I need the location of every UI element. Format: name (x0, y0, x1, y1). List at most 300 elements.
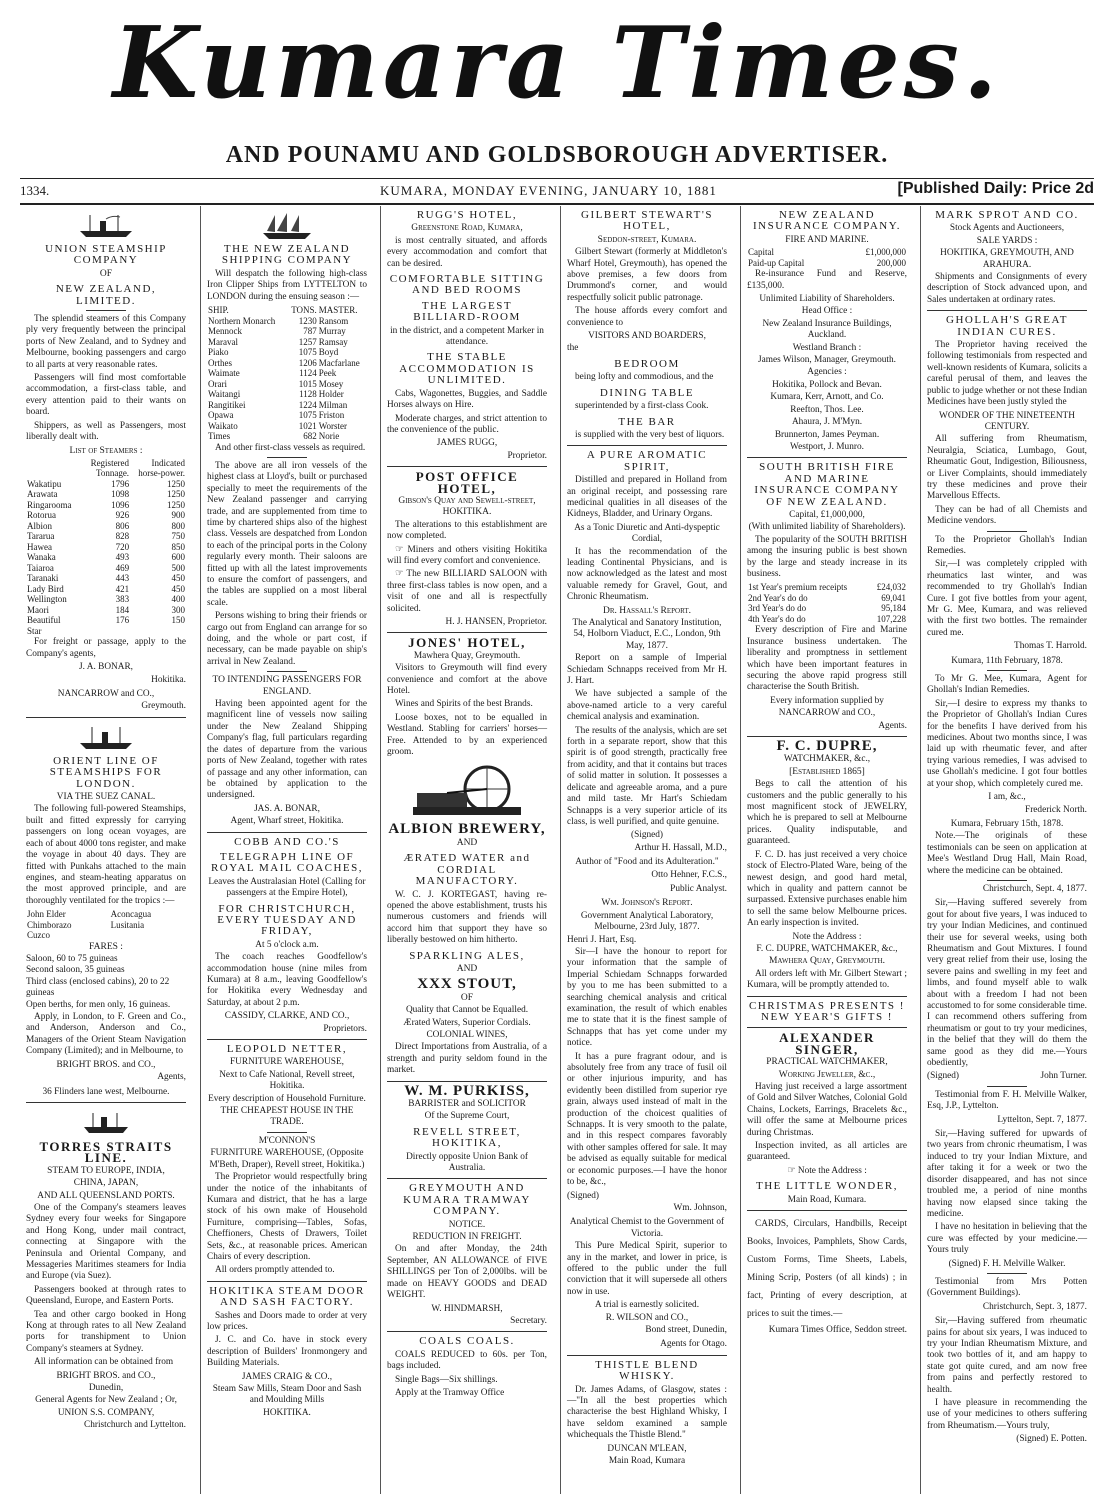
divider (387, 1081, 547, 1082)
dupre-address: F. C. DUPRE, WATCHMAKER, &c., (756, 943, 898, 954)
albion-title: ALBION BREWERY, (388, 821, 546, 838)
singer-subtitle-2: Working Jeweller, &c., (778, 1069, 876, 1080)
divider (987, 1086, 1027, 1087)
ship-row: Rangitikei 1224 Milman (208, 399, 348, 410)
testimonial-3-signed: (Signed) John Turner. (927, 1071, 1087, 1082)
nzi-text-2: Unlimited Liability of Shareholders. (759, 294, 895, 305)
cards-signature: Kumara Times Office, Seddon street. (768, 1325, 907, 1336)
pure-text-2: As a Tonic Diuretic and Anti-dyspeptic Cordial, (574, 522, 720, 545)
testimonial-4-date: Lyttelton, Sept. 7, 1877. (997, 1114, 1087, 1125)
albion-text-1: W. C. J. KORTEGAST, having re-opened the above establishment, trusts his numerous customers and friends will accord him that support they have so liberally bestowed on him hitherto. (387, 889, 547, 946)
column-3 (380, 206, 551, 1494)
column-2 (200, 206, 371, 1494)
gs-subtitle: Seddon-street, Kumara. (597, 234, 697, 245)
usc-agent-1-loc: Hokitika. (151, 674, 186, 685)
jones-text-2: Wines and Spirits of the best Brands. (395, 699, 533, 710)
divider (567, 1355, 727, 1356)
issue-date: KUMARA, MONDAY EVENING, JANUARY 10, 1881 (380, 183, 717, 198)
rugg-signature: JAMES RUGG, (436, 438, 498, 449)
usc-text-3: Shippers, as well as Passengers, most liberally dealt with. (26, 420, 186, 443)
divider (267, 671, 307, 672)
nzi-agency-6: Westport, J. Munro. (790, 441, 864, 452)
steamer-row: Albion 806 800 (27, 520, 185, 531)
testimonial-2-recipient: To Mr G. Mee, Kumara, Agent for Ghollah's Indian Remedies. (927, 674, 1087, 696)
netter-title: LEOPOLD NETTER, (226, 1043, 348, 1056)
divider (747, 736, 907, 737)
torres-subtitle-1: STEAM TO EUROPE, INDIA, (47, 1165, 165, 1176)
nzi-heading-1: FIRE AND MARINE. (785, 234, 869, 245)
nzs-text-4: Persons wishing to bring their friends or cargo out from England can arrange for so doing, and the whole or part cost, if necessary, can be made payable on ship's arrival in New Zealand. (207, 611, 367, 667)
pointing-hand-icon: ☞ (395, 569, 407, 580)
mcconnon-title: M'CONNON'S (258, 1135, 316, 1146)
testimonial-1-text: Sir,—I was completely crippled with rheumatics last winter, and was recommended to try Ghollah's Indian Cure. I got five bottles from your agent, Mr G. Mee, Kumara, and was relieved with the first two bottles. The remainder cured me. (927, 559, 1087, 638)
torres-agent: BRIGHT BROS. and CO., (56, 1370, 156, 1381)
steamer-row: Lady Bird 421 450 (27, 583, 185, 594)
nzi-text-1: Re-insurance Fund and Reserve, £135,000. (747, 269, 907, 291)
po-title: POST OFFICE HOTEL, (415, 469, 519, 496)
masthead-subtitle: AND POUNAMU AND GOLDSBOROUGH ADVERTISER. (225, 142, 889, 168)
cobb-signature-2: Proprietors. (323, 1023, 367, 1034)
hassall-signature: Arthur H. Hassall, M.D., (634, 842, 727, 853)
nzs-signature: JAS. A. BONAR, (254, 803, 320, 814)
cobb-signature: CASSIDY, CLARKE, AND CO., (224, 1011, 350, 1022)
gs-the: the (567, 343, 579, 354)
pointing-hand-icon: ☞ (787, 1165, 798, 1176)
cobb-title: COBB AND CO.'S (234, 835, 340, 848)
nzs-signature-2: Agent, Wharf street, Hokitika. (230, 816, 344, 827)
steamer-row: Hawea 720 850 (27, 541, 185, 552)
pure-title: A PURE AROMATIC SPIRIT, (586, 449, 708, 473)
nzs-text-2: And other first-class vessels as required. (215, 442, 366, 453)
usc-text-2: Passengers will find most comfortable accommodation, a first-class table, and every attention paid to their wants on board. (26, 373, 186, 418)
receipts-row: 1st Year's premium receipts £24,032 (748, 582, 906, 593)
hassall-text-1: Report on a sample of Imperial Schiedam Schnapps received from Mr H. J. Hart. (567, 653, 727, 687)
pmsp-signature-2: Bond street, Dunedin, (645, 1324, 727, 1335)
dupre-title: F. C. DUPRE, (776, 738, 878, 755)
gs-heading-4: THE BAR (618, 415, 676, 428)
divider (987, 880, 1027, 881)
steamship-icon (26, 1109, 186, 1137)
pure-text-1: Distilled and prepared in Holland from an original receipt, and possessing rare medicinal qualities in all diseases of the Kidneys, Bladder, and Urinary Organs. (567, 475, 727, 520)
sb-text-3: The popularity of the SOUTH BRITISH among the insuring public is best shown by the large and steady increase in its business. (747, 534, 907, 579)
albion-text-2: Quality that Cannot be Equalled. (405, 1005, 529, 1016)
tramway-text: On and after Monday, the 24th September, AN ALLOWANCE of FIVE SHILLINGS per Ton of 2,000lbs. will be made on HEAVY GOODS and DEAD WEIGHT. (387, 1244, 547, 1301)
ghollah-note: Note.—The originals of these testimonials can be seen on application at Mee's Westland Drug Hall, Main Road, where the medicine can be obtained. (927, 831, 1087, 876)
hsd-signature-2: Steam Saw Mills, Steam Door and Sash and Moulding Mills (212, 1384, 362, 1406)
gs-heading-3: DINING TABLE (599, 386, 695, 399)
divider (987, 1273, 1027, 1274)
nzs-heading-2: TO INTENDING PASSENGERS FOR ENGLAND. (212, 675, 362, 697)
usc-text-1: The splendid steamers of this Company ply very frequently between the principal ports of New Zealand, and to Sydney and Melbourne, booking passengers and cargo to all parts at very reasonable rates. (26, 314, 186, 370)
mcconnon-subtitle: FURNITURE WAREHOUSE, (Opposite M'Beth, Draper), Revell street, Hokitika.) (209, 1148, 365, 1170)
ship-row: Maraval 1257 Ramsay (208, 336, 348, 347)
gs-text-2: The house affords every comfort and convenience to (567, 306, 727, 328)
coals-text-1: COALS REDUCED to 60s. per Ton, bags included. (387, 1349, 547, 1372)
steamer-row: Rotorua 926 900 (27, 510, 185, 521)
gs-heading-2: BEDROOM (614, 357, 680, 370)
rugg-text-4: Moderate charges, and strict attention to the convenience of the public. (387, 413, 547, 435)
po-text-3: ☞ The new BILLIARD SALOON with three first-class tables is now open, and a visit of one and all is respectfully solicited. (387, 569, 547, 614)
gs-text-3: being lofty and commodious, and the (575, 372, 714, 383)
pmsp-text-1: This Pure Medical Spirit, superior to any in the market, and lower in price, is offered to the public under the full conviction that it will supersede all others now in use. (567, 1241, 727, 1297)
johnson-text-1: Sir—I have the honour to report for your information that the sample of Imperial Schiedam Schnapps forwarded by you to me has been submitted to a searching chemical analysis and critical examination, the result of which enables me to state that it is the finest sample of Schnapps that has yet come under my notice. (567, 946, 727, 1049)
torres-agent-4: UNION S.S. COMPANY, (57, 1407, 155, 1418)
jones-text-1: Visitors to Greymouth will find every convenience and comfort at the above Hotel. (387, 663, 547, 697)
singer-address-2: Main Road, Kumara. (787, 1194, 867, 1205)
steamer-row: Taranaki 443 450 (27, 573, 185, 584)
steamer-row: Wanaka 493 600 (27, 552, 185, 563)
po-text-1: The alterations to this establishment are now completed. (387, 519, 547, 542)
hassall-signature-3: Otto Hehner, F.C.S., (651, 869, 727, 880)
gs-text-1: Gilbert Stewart (formerly at Middleton's Wharf Hotel, Greymouth), has opened the above premises, a few doors from Drummond's corner, and would respectfully solicit public patronage. (567, 247, 727, 303)
johnson-signature: Wm. Johnson, (673, 1202, 727, 1213)
ship-row: Waitangi 1128 Holder (208, 389, 344, 400)
nzi-title: NEW ZEALAND INSURANCE COMPANY. (752, 209, 902, 233)
hassall-text-2: We have subjected a sample of the above-named article to a very careful chemical analysis and examination. (567, 689, 727, 723)
mcconnon-text-1: The Proprietor would respectfully bring under the notice of the inhabitants of Kumara and district, that he has a large stock of his own make of Household Furniture, comprising—Tables, Sofas, Cheffioners, Chests of Drawers, Toilet Sets, &c., at reasonable prices. American Chairs of every description. (207, 1172, 367, 1262)
testimonial-1-signature: Thomas T. Harrold. (1014, 641, 1087, 652)
thistle-signature-2: Main Road, Kumara (608, 1456, 686, 1467)
divider (207, 1281, 367, 1282)
johnson-heading: Wm. Johnson's Report. (601, 898, 693, 909)
netter-text-1: Next to Cafe National, Revell street, Hokitika. (219, 1069, 355, 1092)
singer-title: ALEXANDER SINGER, (779, 1030, 875, 1057)
ship-row: Orari 1015 Mosey (208, 378, 344, 389)
singer-text-2: Inspection invited, as all articles are guaranteed. (747, 1141, 907, 1163)
divider (567, 445, 727, 446)
nzs-title: THE NEW ZEALAND SHIPPING COMPANY (221, 243, 353, 267)
sb-text-2: (With unlimited liability of Shareholders). (748, 522, 906, 533)
fares-title: FARES : (89, 941, 123, 952)
cobb-subtitle: TELEGRAPH LINE OF ROYAL MAIL COACHES, (210, 850, 364, 875)
receipts-row: 2nd Year's do do 69,041 (748, 592, 906, 603)
dupre-text-2: F. C. D. has just received a very choice stock of Electro-Plated Ware, being of the newest design, and good hard metal, which in quality and pattern cannot be surpassed. Extensive purchases enable him to sell the same below Melbourne prices. An early inspection is invited. (747, 849, 907, 929)
testimonial-4-recipient: Testimonial from F. H. Melville Walker, Esq, J.P., Lyttelton. (927, 1089, 1087, 1112)
fares-list (26, 954, 186, 1011)
testimonial-2-date: Kumara, February 15th, 1878. (950, 818, 1064, 829)
rugg-text-2: in the district, and a competent Marker in attendance. (390, 325, 544, 348)
masthead (0, 0, 1114, 168)
hassall-signature-2: Author of "Food and its Adulteration." (575, 857, 719, 868)
sailing-ship-icon (207, 212, 367, 240)
rugg-subtitle: Greenstone Road, Kumara, (411, 223, 523, 234)
usc-agent-2-loc: Greymouth. (141, 701, 186, 712)
divider (747, 457, 907, 458)
dupre-subtitle: WATCHMAKER, &c., (783, 754, 871, 765)
dupre-established: [Established 1865] (789, 766, 865, 777)
capital-row: Paid-up Capital 200,000 (748, 257, 906, 268)
tramway-signature: W. HINDMARSH, (431, 1303, 503, 1314)
johnson-address: Government Analytical Laboratory, Melbourne, 23rd July, 1877. (580, 910, 714, 933)
johnson-signed: (Signed) (567, 1190, 600, 1201)
divider (267, 457, 307, 458)
rugg-heading-3: THE STABLE ACCOMMODATION IS UNLIMITED. (399, 351, 535, 387)
steamer-row: Ringarooma 1096 1250 (27, 499, 185, 510)
johnson-signature-2: Analytical Chemist to the Government of Victoria. (569, 1217, 725, 1239)
sprot-text: Shipments and Consignments of every description of Stock advanced upon, and Sales undertaken at ordinary rates. (927, 272, 1087, 305)
pmsp-signature: R. WILSON and CO., (605, 1312, 689, 1323)
divider (747, 1027, 907, 1028)
ships-table (207, 305, 367, 442)
steamer-table-header: Registered Tonnage. Indicated horse-power. (90, 457, 185, 479)
ghollah-text-1: The Proprietor having received the following testimonials from respected and well-known residents of Kumara, solicits a careful perusal of them, and leaves the public to judge whether or not these Indian Medicines have been justly styled the (927, 340, 1087, 408)
tramway-heading: REDUCTION IN FREIGHT. (412, 1232, 522, 1243)
pmsp-signature-3: Agents for Otago. (660, 1339, 727, 1350)
dupre-address-2: Mawhera Quay, Greymouth. (768, 956, 885, 967)
nzs-text-3: The above are all iron vessels of the highest class at Lloyd's, built or purchased specially to meet the requirements of the New Zealand passenger and carrying trade, and are supplemented from time to time by chartered ships also of the highest class. Vessels are despatched from London to each of the principal ports in the Colony regularly every month. Their saloons are fitted up with all the latest improvements to ensure the comfort of passengers, and the tables are supplied on a most liberal scale. (207, 460, 367, 608)
nzi-text-4: James Wilson, Manager, Greymouth. (758, 355, 896, 366)
testimonial-4-signature: (Signed) F. H. Melville Walker. (948, 1258, 1066, 1269)
column-4 (560, 206, 731, 1494)
ship-row: Piako 1075 Boyd (208, 347, 339, 358)
nzs-text-1: Will despatch the following high-class Iron Clipper Ships from LYTTELTON to LONDON during the ensuing season :— (207, 268, 367, 302)
steamer-row: Tararua 828 750 (27, 531, 185, 542)
ghollah-text-3: They can be had of all Chemists and Medicine vendors. (927, 504, 1087, 527)
divider (207, 1039, 367, 1040)
nzi-heading-4: Agencies : (807, 367, 847, 378)
dateline (20, 178, 1094, 205)
nzi-heading-3: Westland Branch : (792, 342, 862, 353)
torres-subtitle-2: CHINA, JAPAN, (73, 1178, 139, 1189)
divider (747, 996, 907, 997)
netter-text-2: Every description of Household Furniture. (208, 1093, 366, 1104)
sb-title: SOUTH BRITISH FIRE AND MARINE INSURANCE COMPANY OF NEW ZEALAND. (754, 461, 900, 508)
albion-subtitle: ÆRATED WATER and CORDIAL MANUFACTORY. (403, 852, 531, 888)
rugg-heading-1: COMFORTABLE SITTING AND BED ROOMS (389, 273, 545, 297)
testimonial-5-text: Sir,—Having suffered from rheumatic pains for about six years, I was induced to try your Indian Rheumatism Mixture, and took two bottles of it, and am happy to state got quite cured, and am now free from pains and perfectly restored to health. (927, 1316, 1087, 1395)
sb-text-4: Every description of Fire and Marine Insurance business undertaken. The liberality and promptness in settlement which have been important features in securing the above rapid progress still characterise the South British. (747, 625, 907, 693)
testimonial-3-text: Sir,—Having suffered severely from gout for about five years, I was induced to try your Indian Medicines, and continued their use for several weeks, using both Rheumatism and Gout Mixtures. I found very great relief from their use, losing the severe pains and swelling in my feet and limbs, and found myself able to walk about with a freedom I had not been accustomed to for some considerable time. I can recommend others suffering from rheumatism or gout to try your medicines, in the belief that they will do them the same good as they did me.—Yours obediently, (927, 898, 1087, 1069)
orient-agent-2: Agents, (157, 1072, 186, 1083)
albion-heading-1: SPARKLING ALES, (409, 949, 525, 962)
dupre-text-3: All orders left with Mr. Gilbert Stewart ; Kumara, will be promptly attended to. (747, 968, 907, 991)
usc-text-4: For freight or passage, apply to the Company's agents, (26, 637, 186, 659)
divider (26, 717, 186, 718)
orient-ship-row: Cuzco (27, 930, 50, 941)
divider (86, 310, 126, 311)
receipts-row: 4th Year's do do 107,228 (748, 613, 906, 624)
issue-price: [Published Daily: Price 2d (897, 180, 1094, 197)
coals-title: COALS COALS. (419, 1335, 515, 1348)
divider (987, 531, 1027, 532)
nzi-text-3: New Zealand Insurance Buildings, Auckland. (762, 318, 892, 341)
po-signature: H. J. HANSEN, Proprietor. (445, 617, 547, 627)
steamer-row: Wellington 383 400 (27, 594, 185, 605)
column-1 (20, 206, 190, 1494)
thistle-signature: DUNCAN M'LEAN, (607, 1443, 687, 1454)
testimonial-4-text: Sir,—Having suffered for upwards of two years from chronic rheumatism, I was induced to try your Indian Mixture, and after taking it for a week or two the disorder disappeared, and has not since troubled me, a period of nine months having now elapsed since taking the medicine. (927, 1129, 1087, 1219)
sprot-subtitle: Stock Agents and Auctioneers, (949, 223, 1065, 234)
fare-item: Open berths, for men only, 16 guineas. (26, 999, 171, 1010)
cobb-heading-2: FOR CHRISTCHURCH, EVERY TUESDAY AND FRIDAY, (217, 902, 357, 938)
fare-item: Third class (enclosed cabins), 20 to 22 guineas (26, 976, 170, 999)
sb-signature-2: Agents. (878, 720, 907, 731)
hsd-text-1: Sashes and Doors made to order at very low prices. (207, 1310, 367, 1332)
ship-row: Waimate 1124 Peek (208, 368, 337, 379)
divider (987, 670, 1027, 671)
hassall-signature-4: Public Analyst. (670, 883, 727, 894)
usc-agent-2: NANCARROW and CO., (57, 689, 155, 700)
sb-receipts-table (747, 582, 907, 624)
pure-text-3: It has the recommendation of the leading Continental Physicians, and is now acknowledged as the latest and most valuable remedy for Gravel, Gout, and Chronic Rheumatism. (567, 546, 727, 603)
johnson-recipient: Henri J. Hart, Esq. (567, 934, 637, 945)
sb-text-5: Every information supplied by (770, 695, 884, 706)
orient-address: 36 Flinders lane west, Melbourne. (42, 1086, 170, 1097)
albion-of: OF (460, 992, 474, 1003)
divider (267, 1132, 307, 1133)
hassall-text-3: The results of the analysis, which are set forth in a separate report, show that this spirit is of good strength, practically free from acidity, and that it contains but traces of solid matter in solution. It possesses a delicate and agreeable aroma, and a pure and mild taste. Mr Hart's Schiedam Schnapps is a very superior article of its class, is well purified, and quite genuine. (567, 725, 727, 827)
torres-text-4: All information can be obtained from (34, 1357, 174, 1368)
nzi-agency-3: Reefton, Thos. Lee. (790, 404, 864, 415)
nzi-agency-2: Kumara, Kerr, Arnott, and Co. (770, 392, 884, 403)
thistle-text: Dr. James Adams, of Glasgow, states :—"In all the best properties which characterise the best Highland Whisky, I have seldom examined a sample whichequals the Thistle Blend." (567, 1384, 727, 1441)
testimonial-3-date: Christchurch, Sept. 4, 1877. (982, 883, 1087, 894)
singer-text-1: Having just received a large assortment of Gold and Silver Watches, Colonial Gold Chains, Lockets, Earrings, Bracelets &c., will offer the same at Melbourne prices during Christmas. (747, 1082, 907, 1138)
usc-agent-1: J. A. BONAR, (79, 662, 133, 673)
pointing-hand-icon: ☞ (395, 544, 408, 555)
nzi-agency-4: Ahaura, J. M'Myn. (791, 417, 863, 428)
po-text-2: ☞ Miners and others visiting Hokitika will find every comfort and convenience. (387, 544, 547, 566)
dupre-text-1: Begs to call the attention of his customers and the public generally to his most magnificent stock of JEWELRY, which he is prepared to sell at Melbourne prices. Quality indisputable, and guaranteed. (747, 779, 907, 847)
rugg-text-1: is most centrally situated, and affords every accommodation and comfort that can be desired. (387, 235, 547, 269)
torres-text-3: Tea and other cargo booked in Hong Kong at through rates to all New Zealand ports for transhipment to Union Company's steamers at Sydney. (26, 1309, 186, 1354)
rugg-signature-2: Proprietor. (507, 450, 547, 461)
albion-heading-3: COLONIAL WINES, (426, 1029, 508, 1040)
testimonial-2-closing: I am, &c., (988, 792, 1026, 803)
issue-number: 1334. (20, 183, 50, 198)
orient-ship-row: John Elder Aconcagua (27, 909, 152, 920)
albion-and: AND (456, 837, 478, 848)
nzi-agency-5: Brunnerton, James Peyman. (774, 429, 880, 440)
rugg-heading-2: THE LARGEST BILLIARD-ROOM (413, 299, 521, 324)
steamship-icon (26, 212, 186, 240)
ship-row: Mennock 787 Murray (208, 326, 346, 337)
fare-item: Saloon, 60 to 75 guineas (26, 954, 118, 965)
sprot-heading-1: SALE YARDS : (976, 235, 1038, 246)
po-subtitle: Gibson's Quay and Sewell-street, HOKITIKA. (398, 495, 536, 518)
testimonial-5-signature: (Signed) E. Potten. (1016, 1434, 1087, 1445)
johnson-text-2: It has a pure fragrant odour, and is absolutely free from any trace of fusil oil or other injurious impurity, and has evidently been distilled from superior rye grain, always used instead of malt in the production of the choicest qualities of Schnapps. It is very smooth to the palate, and in this respect compares favorably with other samples offered for sale. It may be advised as equally suitable for medical or economic purposes.—I have the honor to be, &c., (567, 1051, 727, 1188)
steamer-row: Wakatipu 1796 1250 (27, 478, 185, 489)
cobb-text-1: Leaves the Australasian Hotel (Calling for passengers at the Empire Hotel), (208, 876, 366, 899)
jones-subtitle: Mawhera Quay, Greymouth. (413, 650, 521, 661)
steamer-row: Taiaroa 469 500 (27, 562, 185, 573)
column-6 (920, 206, 1091, 1494)
netter-subtitle: FURNITURE WAREHOUSE, (230, 1057, 344, 1068)
hassall-address: The Analytical and Sanatory Institution, 54, Holborn Viaduct, E.C., London, 9th May, 1877. (572, 618, 722, 651)
nzi-heading-2: Head Office : (801, 306, 853, 317)
divider (387, 632, 547, 633)
usc-title: UNION STEAMSHIP COMPANY (45, 243, 167, 267)
torres-title: TORRES STRAITS LINE. (39, 1138, 173, 1166)
purkiss-text-1: Of the Supreme Court, (424, 1111, 510, 1122)
ship-row: Opawa 1075 Friston (208, 410, 345, 421)
purkiss-title: W. M. PURKISS, (404, 1082, 530, 1099)
hsd-signature: JAMES CRAIG & CO., (241, 1371, 333, 1382)
hsd-text-2: J. C. and Co. have in stock every description of Builders' Ironmongery and Building Materials. (207, 1335, 367, 1369)
singer-note: ☞ Note the Address : (787, 1165, 867, 1176)
hsd-title: HOKITIKA STEAM DOOR AND SASH FACTORY. (209, 1284, 365, 1309)
sb-text-1: Capital, £1,000,000, (789, 509, 865, 520)
purkiss-text-2: REVELL STREET, HOKITIKA, (413, 1125, 521, 1150)
divider (927, 310, 1087, 311)
usc-subtitle: NEW ZEALAND, LIMITED. (55, 283, 157, 307)
orient-title: ORIENT LINE OF STEAMSHIPS FOR LONDON. (49, 754, 163, 790)
columns (20, 206, 1094, 1494)
purkiss-text-3: Directly opposite Union Bank of Australia. (406, 1151, 528, 1174)
torres-text-1: One of the Company's steamers leaves Sydney every four weeks for Singapore and Hong Kong, under mail contract, connecting at Singapore with the Peninsula and Oriental Company, and Messageries Maritimes steamers for India and Europe (via Suez). (26, 1202, 186, 1282)
divider (207, 832, 367, 833)
sb-signature: NANCARROW and CO., (778, 708, 876, 719)
steamer-row: Beautiful Star 176 150 (27, 615, 185, 636)
orient-text-2: Apply, in London, to F. Green and Co., and Anderson, Anderson and Co., Managers of the Orient Steam Navigation Company (Limited); and in Melbourne, to (26, 1012, 186, 1057)
torres-text-2: Passengers booked at through rates to Queensland, Europe, and Eastern Ports. (26, 1284, 186, 1307)
torres-agent-2: Dunedin, (88, 1383, 124, 1394)
jones-title: JONES' HOTEL, (408, 635, 526, 651)
nzs-text-5: Having been appointed agent for the magnificent line of vessels now sailing under the New Zealand Shipping Company's flag, full particulars regarding the dates of departure from the various ports of New Zealand, together with rates of passage and any other information, can be obtained by application to the undersigned. (207, 699, 367, 801)
coals-text-3: Apply at the Tramway Office (395, 1387, 505, 1398)
fare-item: Second saloon, 35 guineas (26, 965, 125, 976)
gs-text-4: superintended by a first-class Cook. (575, 401, 709, 412)
cobb-text-2: The coach reaches Goodfellow's accommodation house (nine miles from Kumara) at 8 a.m., leaving Goodfellow's for Hokitika every Wednesday and Saturday, at about 2 p.m. (207, 952, 367, 1008)
usc-of: OF (99, 268, 113, 279)
ghollah-title: GHOLLAH'S GREAT INDIAN CURES. (946, 314, 1068, 338)
orient-ships-table (26, 909, 186, 941)
nzi-capital-table (747, 247, 907, 268)
orient-ship-row: Chimborazo Lusitania (27, 919, 145, 930)
testimonial-5-date: Christchurch, Sept. 3, 1877. (982, 1301, 1087, 1312)
steamer-row: Maori 184 300 (27, 604, 185, 615)
purkiss-subtitle: BARRISTER and SOLICITOR (408, 1099, 526, 1109)
ghollah-text-2: All suffering from Rheumatism, Neuralgia, Sciatica, Lumbago, Gout, Rheumatic Gout, Indigestion, Biliousness, or Liver Complaints, should immediately try these medicines and prove their Marvellous Effects. (927, 434, 1087, 502)
coals-text-2: Single Bags—Six shillings. (395, 1374, 498, 1385)
nzi-agency-1: Hokitika, Pollock and Bevan. (772, 379, 882, 390)
ship-row: Orthes 1206 Macfarlane (208, 357, 360, 368)
ships-table-header: SHIP. TONS. MASTER. (208, 305, 358, 316)
sprot-title: MARK SPROT AND CO. (935, 209, 1079, 221)
steamer-list-title: List of Steamers : (69, 445, 143, 456)
singer-address: THE LITTLE WONDER, (756, 1180, 898, 1193)
jones-text-3: Loose boxes, not to be equalled in Westland. Stabling for carriers' horses—Free. Attended to by an experienced groom. (387, 712, 547, 758)
masthead-title: Kumara Times. (112, 6, 1002, 121)
testimonial-5-recipient: Testimonial from Mrs Potten (Government Buildings). (927, 1276, 1087, 1299)
ghollah-heading: WONDER OF THE NINETEENTH CENTURY. (939, 410, 1075, 432)
ship-row: Times 682 Norie (208, 431, 340, 442)
capital-row: Capital £1,000,000 (748, 247, 906, 258)
albion-text-4: Direct Importations from Australia, of a strength and purity seldom found in the market. (387, 1042, 547, 1076)
steamer-row: Arawata 1098 1250 (27, 489, 185, 500)
gs-text-5: is supplied with the very best of liquors. (575, 429, 725, 440)
orient-agent: BRIGHT BROS. and CO., (56, 1059, 156, 1070)
albion-text-3: Ærated Waters, Superior Cordials. (403, 1017, 531, 1028)
tramway-title: GREYMOUTH AND KUMARA TRAMWAY COMPANY. (403, 1182, 531, 1218)
dupre-note: Note the Address : (792, 931, 862, 942)
testimonial-2-text: Sir,—I desire to express my thanks to the Proprietor of Ghollah's Indian Cures for the benefits I have derived from his medicines. About two months since, I was laid up with rheumatic fever, and after trying various remedies, I was advised to use Ghollah's medicine. I got four bottles at your shop, which completely cured me. (927, 698, 1087, 789)
thistle-title: THISTLE BLEND WHISKY. (595, 1358, 699, 1383)
receipts-row: 3rd Year's do do 95,184 (748, 603, 906, 614)
cards-text: CARDS, Circulars, Handbills, Receipt Books, Invoices, Pamphlets, Show Cards, Custom Forms, Time Sheets, Labels, Mining Scrip, Posters (of all kinds) ; in fact, Printing of every description, at prices to suit the times.— (747, 1219, 907, 1320)
divider (747, 1210, 907, 1211)
gs-heading-1: VISITORS AND BOARDERS, (588, 331, 706, 342)
mcconnon-text-2: All orders promptly attended to. (215, 1265, 335, 1276)
rugg-text-3: Cabs, Wagonettes, Buggies, and Saddle Horses always on Hire. (387, 388, 547, 411)
divider (387, 466, 547, 467)
albion-and-2: AND (456, 963, 478, 974)
gs-title: GILBERT STEWART'S HOTEL, (581, 209, 713, 233)
albion-heading-2: XXX STOUT, (417, 976, 517, 993)
tramway-signature-2: Secretary. (510, 1315, 547, 1326)
testimonial-4-text-2: I have no hesitation in believing that the cure was effected by your medicine.—Yours truly (927, 1222, 1087, 1256)
